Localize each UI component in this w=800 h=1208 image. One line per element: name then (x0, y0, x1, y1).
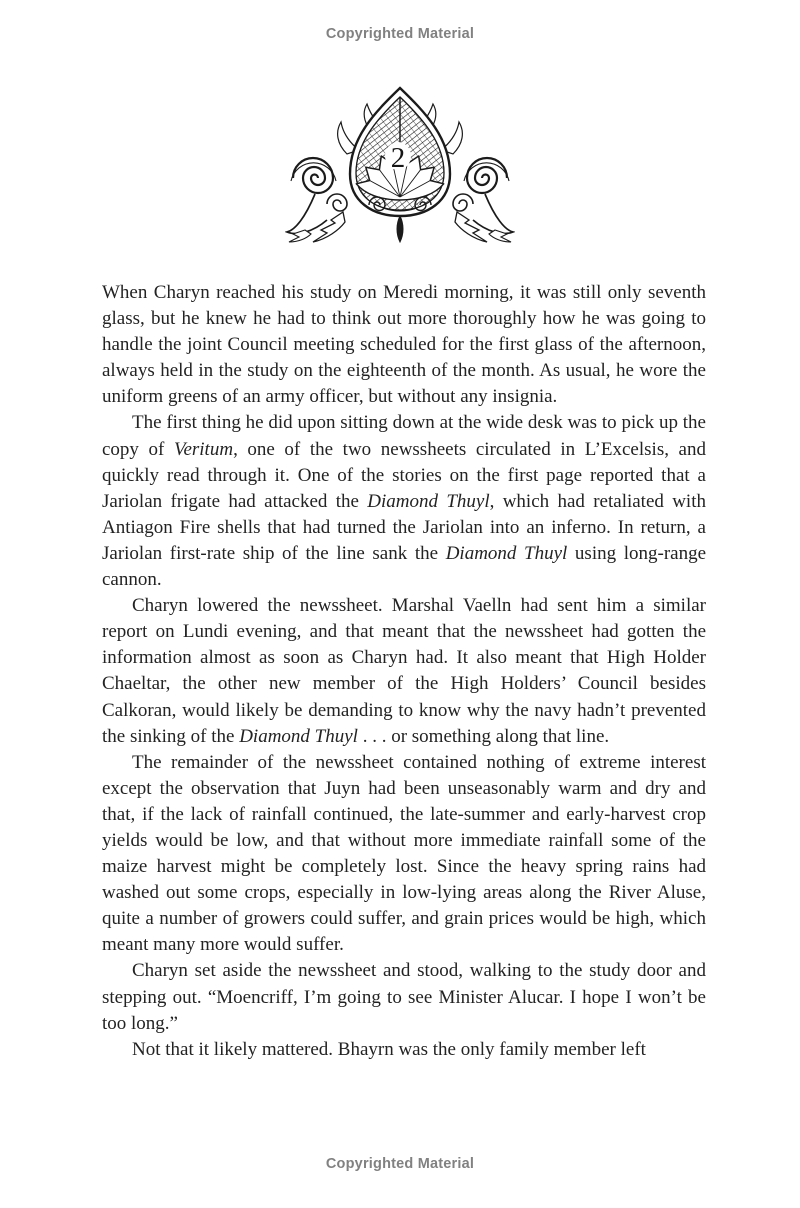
italic-title: Diamond Thuyl (367, 490, 490, 512)
text-segment: When Charyn reached his study on Meredi morning, it was still only seventh glass, but he knew he had to think out more thoroughly how he was going to handle the joint Council meeting scheduled for the first glass of the afternoon, always held in the study on the eighteenth of the month. As usual, he wore the uniform greens of an army officer, but without any insignia. (102, 282, 706, 408)
text-segment: Charyn set aside the newssheet and stood, walking to the study door and stepping out. “Moencriff, I’m going to see Minister Alucar. I hope I won’t be too long.” (102, 960, 706, 1034)
body-text (102, 280, 706, 1063)
swash-tail-left (287, 194, 327, 234)
text-segment: The first thing he did upon sitting down at the wide desk was to pick up the copy of (102, 412, 706, 460)
paragraph (102, 750, 706, 959)
paragraph (102, 1037, 706, 1063)
leaf-corner-right (489, 230, 511, 242)
text-segment: . . . or something along that line. (357, 725, 610, 747)
swash-tail-right (473, 194, 513, 234)
scroll-small-right (453, 194, 473, 211)
chapter-number: 2 (390, 142, 406, 174)
leaf-corner-left (289, 230, 311, 242)
chapter-ornament (285, 84, 515, 249)
paragraph (102, 593, 706, 750)
text-segment: , which had retaliated with Antiagon Fire shells that had turned the Jariolan into an inferno. In return, a Jariolan first-rate ship of the line sank the (102, 490, 706, 564)
copyright-notice-bottom: Copyrighted Material (325, 1156, 475, 1172)
paragraph (102, 410, 706, 593)
text-segment: Charyn lowered the newssheet. Marshal Vaelln had sent him a similar report on Lundi evening, and that meant that the newssheet had gotten the information almost as soon as Charyn had. It also meant that High Holder Chaeltar, the other new member of the High Holders’ Council besides Calkoran, would likely be demanding to know why the navy hadn’t prevented the sinking of the (102, 595, 706, 747)
paragraph (102, 280, 706, 410)
copyright-notice-top: Copyrighted Material (325, 26, 475, 42)
text-segment: Not that it likely mattered. Bhayrn was the only family member left (132, 1038, 646, 1060)
text-segment: using long-range cannon. (102, 542, 707, 591)
italic-title: Diamond Thuyl (445, 542, 568, 564)
text-segment: The remainder of the newssheet contained nothing of extreme interest except the observation that Juyn had been unseasonably warm and dry and that, if the lack of rainfall continued, the late-summer and early-harvest crop yields would be low, and that without more immediate rainfall some of the maize harvest might be completely lost. Since the heavy spring rains had washed out some crops, especially in low-lying areas along the River Aluse, quite a number of growers could suffer, and grain prices would be high, which meant many more would suffer. (102, 751, 706, 956)
scroll-small-left (327, 194, 347, 211)
pendant-leaf (397, 216, 403, 242)
italic-title: Veritum (173, 438, 234, 460)
paragraph (102, 958, 706, 1036)
text-segment: , one of the two newssheets circulated in L’Excelsis, and quickly read through it. One of the stories on the first page reported that a Jariolan frigate had attacked the (102, 438, 706, 512)
italic-title: Diamond Thuyl (239, 725, 358, 747)
